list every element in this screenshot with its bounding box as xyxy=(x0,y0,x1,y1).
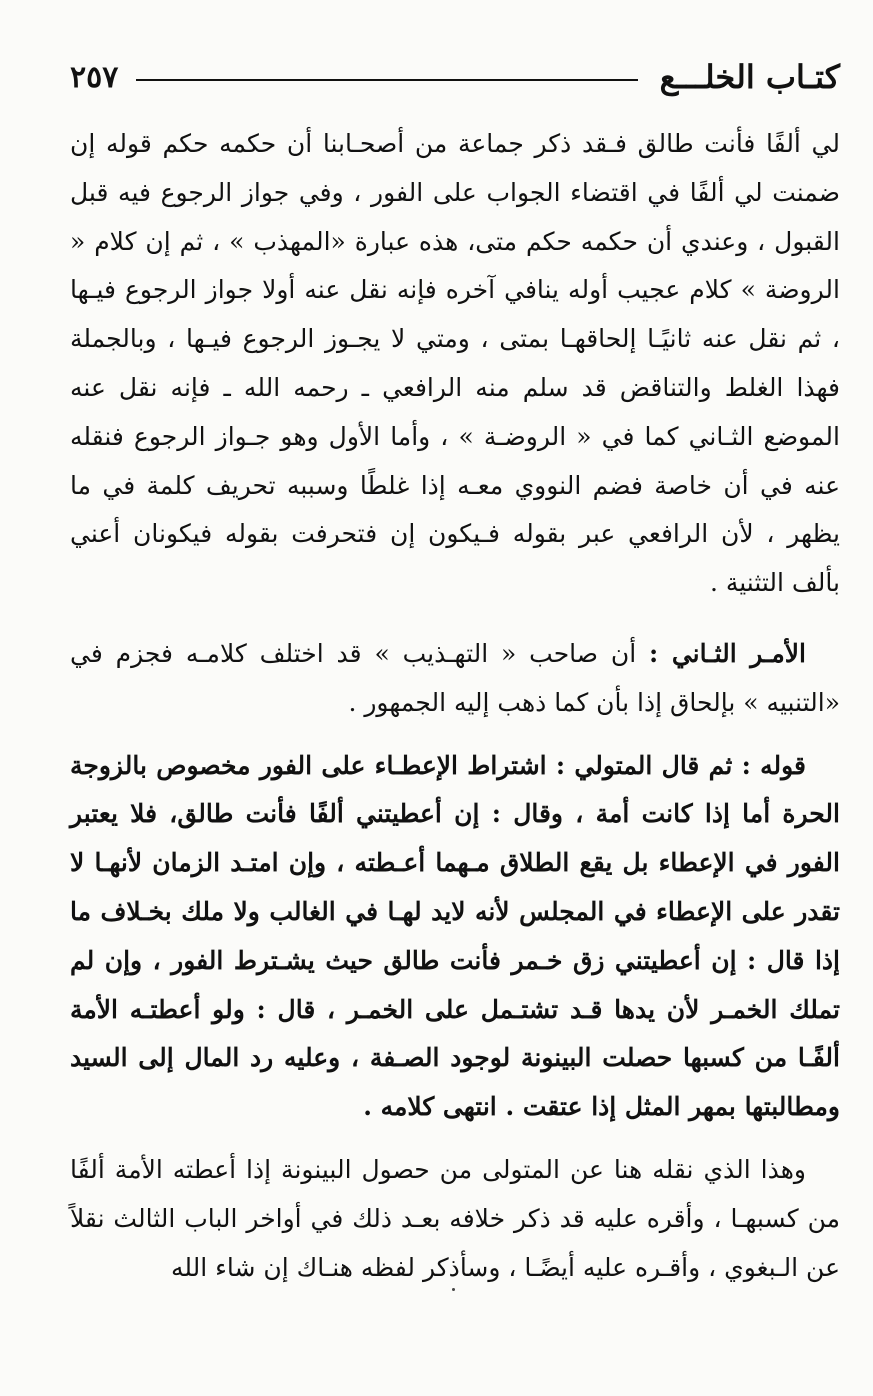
book-page xyxy=(70,52,840,1292)
ink-dot xyxy=(452,1288,455,1291)
paragraph-body: أن صاحب « التهـذيب » قد اختلف كلامـه فجزم في «التنبيه » بإلحاق إذا بأن كما ذهب إليه الجمهور . xyxy=(70,638,840,717)
paragraph-continued: لي ألفًا فأنت طالق فـقد ذكر جماعة من أصحـابنا أن حكمه حكم قوله إن ضمنت لي ألفًا في اقتضاء الجواب على الفور ، وفي جواز الرجوع فيه قبل القبول ، وعندي أن حكمه حكم متى، هذه عبارة «المهذب » ، ثم إن كلام « الروضة » كلام عجيب أوله ينافي آخره فإنه نقل عنه أولا جواز الرجوع فيـها ، ثم نقل عنه ثانيًـا إلحاقهـا بمتى ، ومتي لا يجـوز الرجوع فيـها ، وبالجملة فهذا الغلط والتناقض قد سلم منه الرافعي ـ رحمه الله ـ فإنه نقل عنه الموضع الثـاني كما في « الروضـة » ، وأما الأول وهو جـواز الرجوع فنقله عنه في أن خاصة فضم النووي معـه إذا غلطًا وسببه تحريف كلمة في ما يظهر ، لأن الرافعي عبر بقوله فـيكون إن فتحرفت بقوله فيكونان أعني بألف التثنية . xyxy=(70,129,840,598)
paragraph-quoted-statement: قوله : ثم قال المتولي : اشتراط الإعطـاء على الفور مخصوص بالزوجة الحرة أما إذا كانت أمة ، وقال : إن أعطيتني ألفًا فأنت طالق، فلا يعتبر الفور في الإعطاء بل يقع الطلاق مـهما أعـطته ، وإن امتـد الزمان لأنهـا لا تقدر على الإعطاء في المجلس لأنه لايد لهـا في الغالب ولا ملك بخـلاف ما إذا قال : إن أعطيتني زق خـمر فأنت طالق حيث يشـترط الفور ، وإن لم تملك الخمـر لأن يدها قـد تشتـمل على الخمـر ، قال : ولو أعطتـه الأمة ألفًـا من كسبها حصلت البينونة لوجود الصـفة ، وعليه رد المال إلى السيد ومطالبتها بمهر المثل إذا عتقت . انتهى كلامه . xyxy=(70,750,840,1122)
paragraph-second-matter xyxy=(70,630,840,728)
page-number: ٢٥٧ xyxy=(70,59,119,95)
header-rule xyxy=(136,79,637,81)
paragraph-commentary: وهذا الذي نقله هنا عن المتولى من حصول البينونة إذا أعطته الأمة ألفًا من كسبهـا ، وأقره عليه قد ذكر خلافه بعـد ذلك في أواخر الباب الثالث نقلاً عن الـبغوي ، وأقـره عليه أيضًـا ، وسأذكر لفظه هنـاك إن شاء الله xyxy=(70,1154,840,1282)
running-header xyxy=(70,52,840,102)
chapter-title: كتـاب الخلـــع xyxy=(659,58,840,96)
paragraph-lead-heading: الأمـر الثـاني : xyxy=(649,638,806,668)
